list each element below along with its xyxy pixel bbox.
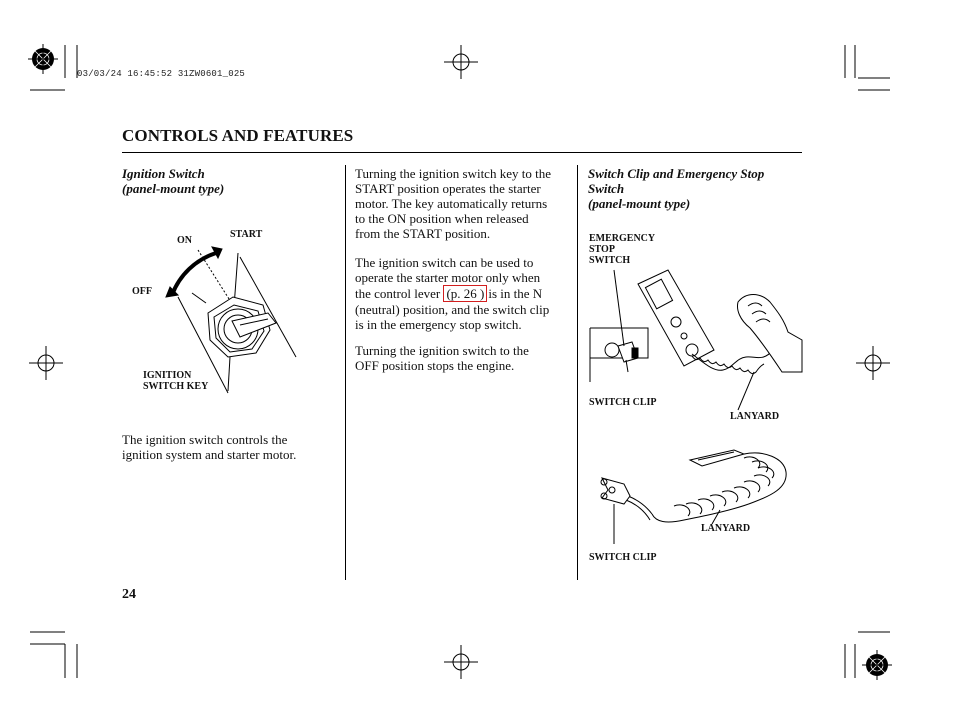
lanyard-diagram <box>594 444 794 554</box>
ignition-switch-heading <box>122 166 224 196</box>
text-line: OFF position stops the engine. <box>355 358 515 373</box>
label-ignition-switch-key <box>143 370 208 392</box>
heading-line: Ignition Switch <box>122 166 205 181</box>
label-on: ON <box>177 235 192 246</box>
section-title: CONTROLS AND FEATURES <box>122 126 354 145</box>
heading-line: Switch <box>588 181 625 196</box>
text-line: to the ON position when released <box>355 211 529 226</box>
heading-line: (panel-mount type) <box>122 181 225 196</box>
text-line: Turning the ignition switch key to the <box>355 166 551 181</box>
heading-line: (panel-mount type) <box>588 196 691 211</box>
label-switch-clip-top: SWITCH CLIP <box>589 397 657 408</box>
label-lanyard-bottom: LANYARD <box>701 523 751 534</box>
label-switch-clip-bottom: SWITCH CLIP <box>589 552 657 563</box>
label-line: SWITCH <box>589 255 631 266</box>
label-start: START <box>230 229 263 240</box>
text-fragment: the control lever <box>355 286 441 301</box>
text-line: The ignition switch can be used to <box>355 255 534 270</box>
crosshair-left <box>29 346 63 380</box>
title-rule <box>122 152 802 153</box>
label-line: IGNITION <box>143 370 192 381</box>
switch-clip-heading <box>588 166 764 211</box>
text-line: (neutral) position, and the switch clip <box>355 302 550 317</box>
text-line: ignition system and starter motor. <box>122 447 297 462</box>
text-line <box>355 285 549 302</box>
crosshair-top <box>444 45 478 79</box>
registration-target-top-left <box>28 44 58 74</box>
start-paragraph <box>355 166 551 241</box>
ignition-caption <box>122 432 296 462</box>
text-line: is in the emergency stop switch. <box>355 317 522 332</box>
page-number: 24 <box>122 587 136 602</box>
text-line: Turning the ignition switch to the <box>355 343 529 358</box>
label-lanyard-top: LANYARD <box>730 411 780 422</box>
text-line: motor. The key automatically returns <box>355 196 548 211</box>
emergency-stop-diagram <box>588 262 803 412</box>
label-line: SWITCH KEY <box>143 381 209 392</box>
label-off: OFF <box>132 286 152 297</box>
crosshair-bottom <box>444 645 478 679</box>
column-divider-1 <box>345 165 346 580</box>
text-line: from the START position. <box>355 226 491 241</box>
stop-engine-paragraph <box>355 343 529 373</box>
text-line: operate the starter motor only when <box>355 270 541 285</box>
column-divider-2 <box>577 165 578 580</box>
label-line: EMERGENCY <box>589 233 656 244</box>
label-line: STOP <box>589 244 615 255</box>
print-stamp: 03/03/24 16:45:52 31ZW0601_025 <box>77 69 246 79</box>
starter-condition-paragraph <box>355 255 549 332</box>
page-reference-link[interactable]: (p. 26 ) <box>443 285 487 302</box>
heading-line: Switch Clip and Emergency Stop <box>588 166 765 181</box>
text-fragment: is in the N <box>488 286 543 301</box>
registration-target-bottom-right <box>862 650 892 680</box>
crosshair-right <box>856 346 890 380</box>
text-line: START position operates the starter <box>355 181 541 196</box>
text-line: The ignition switch controls the <box>122 432 288 447</box>
